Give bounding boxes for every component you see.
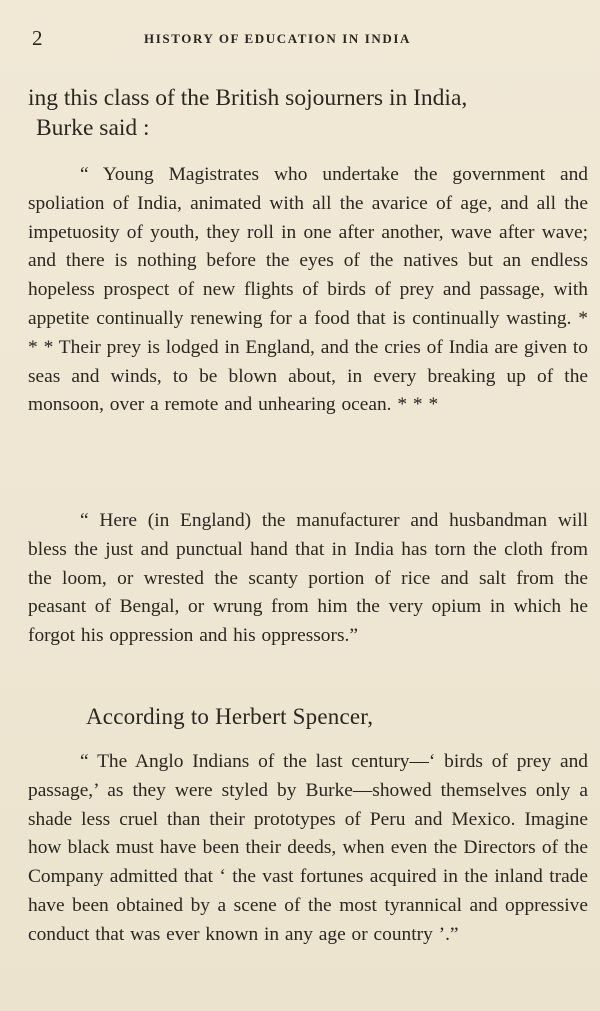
spencer-quote-text: “ The Anglo Indians of the last century—‘ birds of prey and passage,’ as they were styled by Burke—showed themselves only a shade less cruel than their prototypes of Peru and Mexico. Imagine how black must have been their deeds, when even the Directors of the Company admitted that ‘ the vast fortunes acquired in the inland trade have been obtained by a scene of the most tyrannical and oppressive conduct that was ever known in any age or country ’.” (28, 751, 588, 945)
spencer-quote (28, 748, 588, 950)
running-head: HISTORY OF EDUCATION IN INDIA (144, 31, 411, 46)
intro-line-2: Burke said : (36, 115, 150, 141)
burke-quote-1-text: “ Young Magistrates who undertake the government and spoliation of India, animated with all the avarice of age, and all the impetuosity of youth, they roll in one after another, wave after wave; and there is nothing before the eyes of the natives but an endless hopeless prospect of new flights of birds of prey and passage, with appetite continually renewing for a food that is continually wasting. * * * Their prey is lodged in England, and the cries of India are given to seas and winds, to be blown about, in every breaking up of the monsoon, over a remote and unhearing ocean. * * * (28, 164, 588, 416)
intro-paragraph (28, 83, 588, 143)
page-number: 2 (32, 26, 43, 50)
spencer-heading: According to Herbert Spencer, (86, 704, 374, 729)
burke-quote-1 (28, 161, 588, 420)
intro-line-1: ing this class of the British sojourners in India, (28, 85, 468, 111)
burke-quote-2-text: “ Here (in England) the manufacturer and husbandman will bless the just and punctual hand that in India has torn the cloth from the loom, or wrested the scanty portion of rice and salt from the peasant of Bengal, or wrung from him the very opium in which he forgot his oppression and his oppressors.” (28, 510, 588, 647)
page-header (26, 26, 586, 52)
burke-quote-2 (28, 507, 588, 651)
